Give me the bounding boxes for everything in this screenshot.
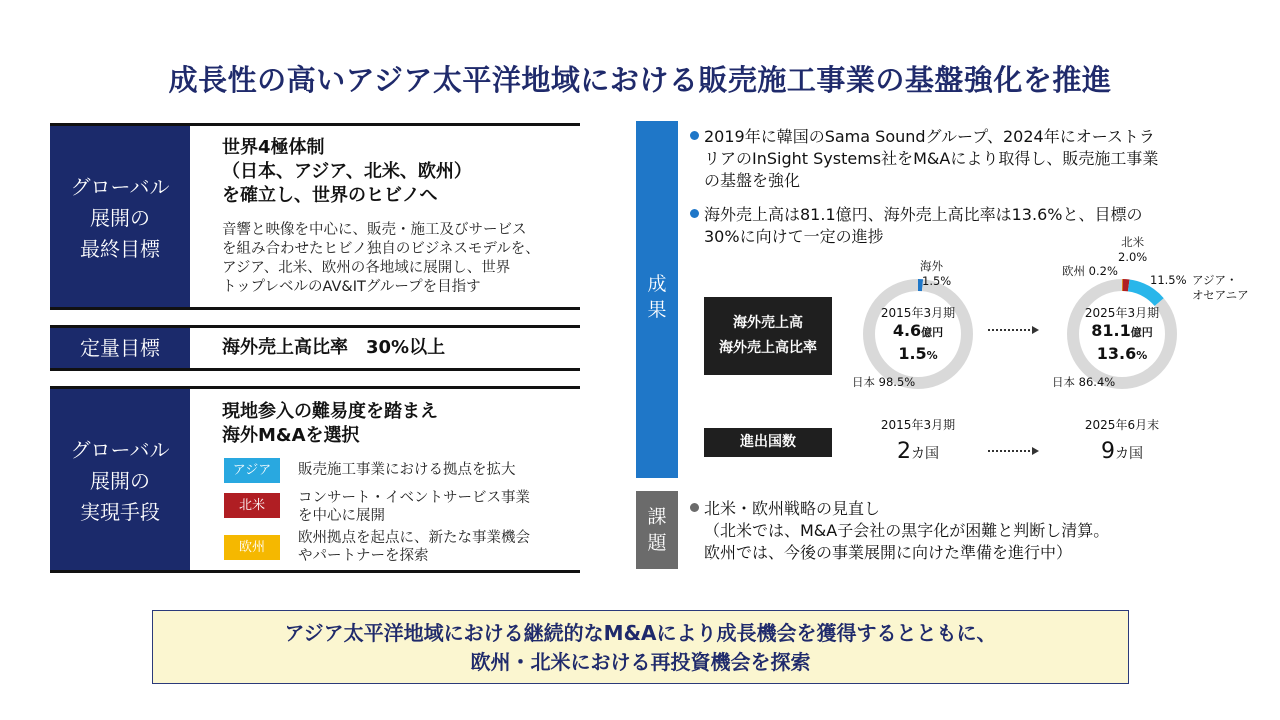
donut-2015-center: 2015年3月期 4.6億円 1.5% — [880, 306, 956, 363]
goal-heading: 世界4極体制 （日本、アジア、北米、欧州） を確立し、世界のヒビノへ — [222, 137, 472, 206]
donut-2015-overseas-label: 海外 1.5% — [920, 259, 952, 288]
means-heading: 現地参入の難易度を踏まえ 海外M&Aを選択 — [222, 401, 438, 446]
goal-block — [50, 123, 580, 310]
donut-2025-asia-pct: 11.5% — [1150, 273, 1187, 287]
issue-label-bar — [636, 491, 678, 569]
countries-arrow — [988, 450, 1034, 452]
countries-box: 進出国数 — [704, 428, 832, 457]
donut-2025-na-label: 北米 2.0% — [1118, 235, 1148, 264]
result-bullet-1: 2019年に韓国のSama Soundグループ、2024年にオーストラ リアのInSight Systems社をM&Aにより取得し、販売施工事業 の基盤を強化 — [690, 126, 1158, 192]
overseas-sales-box: 海外売上高 海外売上高比率 — [704, 297, 832, 375]
region-tag-na: 北米 — [224, 493, 280, 518]
arrow-head — [1032, 447, 1039, 455]
means-label: グローバル 展開の 実現手段 — [70, 438, 170, 524]
region-desc-eu: 欧州拠点を起点に、新たな事業機会 やパートナーを探索 — [298, 530, 530, 564]
donut-2025-asia-label: アジア・ オセアニア — [1192, 273, 1249, 302]
quant-text: 海外売上高比率 30%以上 — [222, 337, 446, 358]
result-label-bar — [636, 121, 678, 478]
bullet-dot — [690, 503, 699, 512]
quant-label-box — [50, 328, 190, 368]
bullet-dot — [690, 131, 699, 140]
countries-2015: 2015年3月期 2カ国 — [880, 418, 956, 464]
donut-2015-japan-label: 日本 98.5% — [852, 375, 916, 389]
summary-box — [152, 610, 1129, 684]
result-bullet-2: 海外売上高は81.1億円、海外売上高比率は13.6%と、目標の 30%に向けて一定の進捗 — [690, 204, 1142, 248]
region-tag-asia: アジア — [224, 458, 280, 483]
issue-bullet: 北米・欧州戦略の見直し （北米では、M&A子会社の黒字化が困難と判断し清算。 欧州では、今後の事業展開に向けた準備を進行中） — [690, 498, 1109, 564]
means-block — [50, 386, 580, 573]
means-label-box — [50, 389, 190, 570]
donut-2025-center: 2025年3月期 81.1億円 13.6% — [1084, 306, 1160, 363]
countries-2025: 2025年6月末 9カ国 — [1084, 418, 1160, 464]
quant-label: 定量目標 — [80, 336, 160, 360]
arrow-head — [1032, 326, 1039, 334]
region-desc-na: コンサート・イベントサービス事業 を中心に展開 — [298, 490, 530, 524]
donut-2025-eu-label: 欧州 0.2% — [1062, 264, 1118, 278]
summary-text: アジア太平洋地域における継続的なM&Aにより成長機会を獲得するとともに、 欧州・北米における再投資機会を探索 — [284, 621, 997, 674]
quant-block — [50, 325, 580, 371]
region-desc-asia: 販売施工事業における拠点を拡大 — [298, 462, 516, 478]
page-title: 成長性の高いアジア太平洋地域における販売施工事業の基盤強化を推進 — [168, 63, 1112, 97]
bullet-dot — [690, 209, 699, 218]
region-tag-eu: 欧州 — [224, 535, 280, 560]
goal-label-box — [50, 126, 190, 307]
result-label: 成 果 — [647, 273, 667, 321]
donut-2025-japan-label: 日本 86.4% — [1052, 375, 1116, 389]
goal-label: グローバル 展開の 最終目標 — [70, 175, 170, 261]
goal-description: 音響と映像を中心に、販売・施工及びサービス を組み合わせたヒビノ独自のビジネスモデルを、 アジア、北米、欧州の各地域に展開し、世界 トップレベルのAV&ITグループを目指す — [222, 222, 540, 295]
growth-arrow — [988, 329, 1034, 331]
issue-label: 課 題 — [647, 506, 667, 554]
